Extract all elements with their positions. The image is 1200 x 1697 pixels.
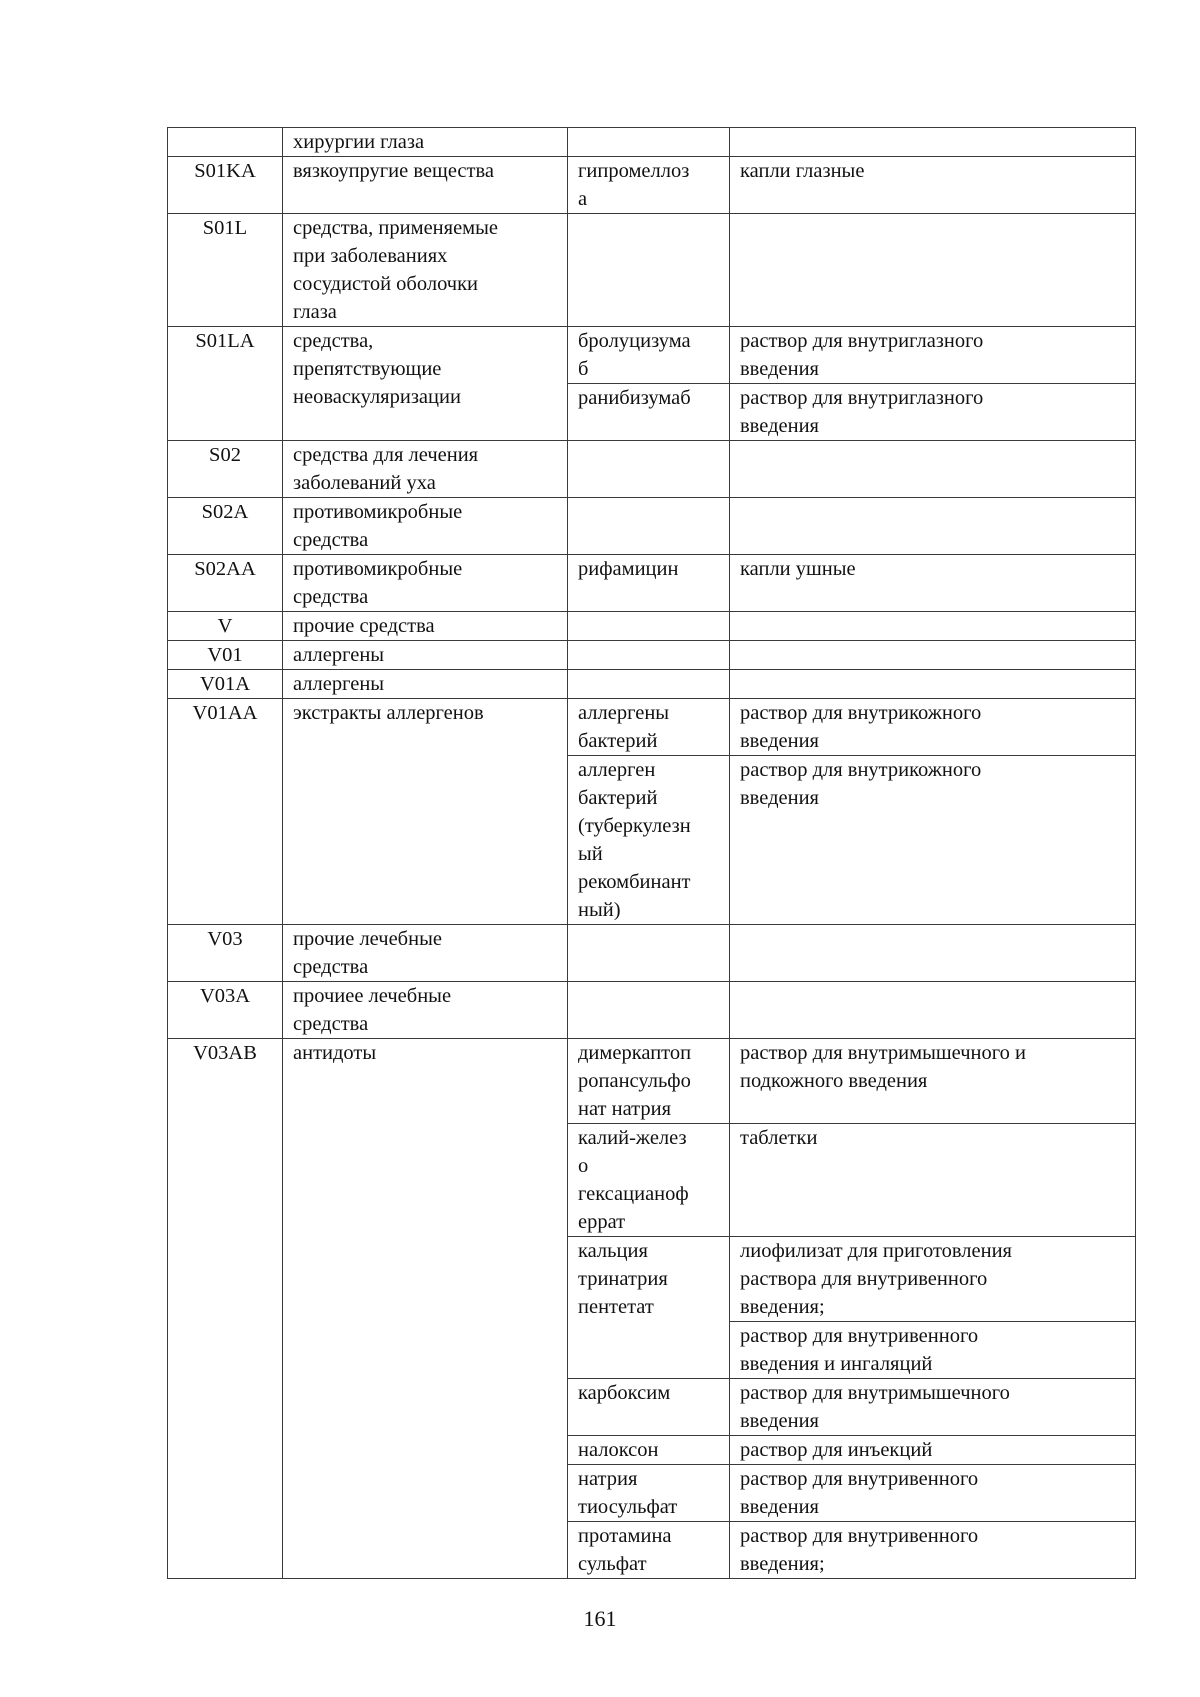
atc-code-cell: V03 <box>168 925 283 982</box>
table-row <box>168 982 1136 1039</box>
group-name-cell: антидоты <box>283 1039 568 1579</box>
drug-name-cell: ранибизумаб <box>568 384 730 441</box>
dosage-form-cell <box>730 128 1136 157</box>
dosage-form-cell <box>730 925 1136 982</box>
drug-name-cell <box>568 128 730 157</box>
dosage-form-cell <box>730 641 1136 670</box>
drug-name-cell <box>568 612 730 641</box>
table-row <box>168 498 1136 555</box>
group-name-cell: прочие средства <box>283 612 568 641</box>
atc-code-cell: S02A <box>168 498 283 555</box>
dosage-form-cell <box>730 441 1136 498</box>
dosage-form-cell: раствор для внутриглазного введения <box>730 327 1136 384</box>
atc-code-cell: S02AA <box>168 555 283 612</box>
atc-code-cell: S01KA <box>168 157 283 214</box>
dosage-form-cell: таблетки <box>730 1124 1136 1237</box>
dosage-form-cell <box>730 498 1136 555</box>
atc-code-cell <box>168 128 283 157</box>
drug-name-cell <box>568 670 730 699</box>
drug-name-cell: калий-желез о гексацианоф еррат <box>568 1124 730 1237</box>
dosage-form-cell: раствор для инъекций <box>730 1436 1136 1465</box>
group-name-cell: прочие лечебные средства <box>283 925 568 982</box>
drug-name-cell <box>568 982 730 1039</box>
table-row <box>168 1039 1136 1124</box>
dosage-form-cell <box>730 670 1136 699</box>
drug-name-cell <box>568 925 730 982</box>
group-name-cell: средства, препятствующие неоваскуляризации <box>283 327 568 441</box>
dosage-form-cell <box>730 612 1136 641</box>
table-row <box>168 641 1136 670</box>
dosage-form-cell: капли ушные <box>730 555 1136 612</box>
atc-code-cell: V03A <box>168 982 283 1039</box>
drug-name-cell: гипромеллоз а <box>568 157 730 214</box>
atc-code-cell: V01AA <box>168 699 283 925</box>
drug-classification-table <box>167 127 1136 1579</box>
group-name-cell: противомикробные средства <box>283 555 568 612</box>
dosage-form-cell: раствор для внутривенного введения и ингаляций <box>730 1322 1136 1379</box>
atc-code-cell: V03AB <box>168 1039 283 1579</box>
drug-name-cell: натрия тиосульфат <box>568 1465 730 1522</box>
atc-code-cell: S02 <box>168 441 283 498</box>
table-row <box>168 157 1136 214</box>
dosage-form-cell: раствор для внутрикожного введения <box>730 756 1136 925</box>
dosage-form-cell <box>730 982 1136 1039</box>
drug-name-cell <box>568 498 730 555</box>
group-name-cell: экстракты аллергенов <box>283 699 568 925</box>
drug-name-cell: карбоксим <box>568 1379 730 1436</box>
drug-name-cell: димеркаптоп ропансульфо нат натрия <box>568 1039 730 1124</box>
drug-name-cell: рифамицин <box>568 555 730 612</box>
dosage-form-cell: капли глазные <box>730 157 1136 214</box>
table-row <box>168 441 1136 498</box>
group-name-cell: средства для лечения заболеваний уха <box>283 441 568 498</box>
drug-name-cell <box>568 641 730 670</box>
table-body <box>168 128 1136 1579</box>
dosage-form-cell: раствор для внутривенного введения <box>730 1465 1136 1522</box>
group-name-cell: хирургии глаза <box>283 128 568 157</box>
drug-name-cell <box>568 441 730 498</box>
group-name-cell: средства, применяемые при заболеваниях сосудистой оболочки глаза <box>283 214 568 327</box>
atc-code-cell: V01A <box>168 670 283 699</box>
table-row <box>168 699 1136 756</box>
page-number: 161 <box>583 1606 617 1631</box>
group-name-cell: вязкоупругие вещества <box>283 157 568 214</box>
drug-name-cell: аллерген бактерий (туберкулезн ый рекомбинант ный) <box>568 756 730 925</box>
dosage-form-cell: раствор для внутримышечного и подкожного введения <box>730 1039 1136 1124</box>
table-row <box>168 128 1136 157</box>
table-row <box>168 612 1136 641</box>
dosage-form-cell: лиофилизат для приготовления раствора для внутривенного введения; <box>730 1237 1136 1322</box>
table-row <box>168 555 1136 612</box>
atc-code-cell: V01 <box>168 641 283 670</box>
atc-code-cell: V <box>168 612 283 641</box>
table-row <box>168 925 1136 982</box>
drug-name-cell: протамина сульфат <box>568 1522 730 1579</box>
dosage-form-cell: раствор для внутрикожного введения <box>730 699 1136 756</box>
table-row <box>168 670 1136 699</box>
table-row <box>168 327 1136 384</box>
group-name-cell: противомикробные средства <box>283 498 568 555</box>
drug-name-cell: аллергены бактерий <box>568 699 730 756</box>
drug-name-cell: бролуцизума б <box>568 327 730 384</box>
atc-code-cell: S01LA <box>168 327 283 441</box>
dosage-form-cell <box>730 214 1136 327</box>
group-name-cell: аллергены <box>283 641 568 670</box>
dosage-form-cell: раствор для внутривенного введения; <box>730 1522 1136 1579</box>
dosage-form-cell: раствор для внутримышечного введения <box>730 1379 1136 1436</box>
dosage-form-cell: раствор для внутриглазного введения <box>730 384 1136 441</box>
drug-name-cell: налоксон <box>568 1436 730 1465</box>
group-name-cell: аллергены <box>283 670 568 699</box>
atc-code-cell: S01L <box>168 214 283 327</box>
table-row <box>168 214 1136 327</box>
drug-name-cell: кальция тринатрия пентетат <box>568 1237 730 1379</box>
group-name-cell: прочиее лечебные средства <box>283 982 568 1039</box>
drug-name-cell <box>568 214 730 327</box>
